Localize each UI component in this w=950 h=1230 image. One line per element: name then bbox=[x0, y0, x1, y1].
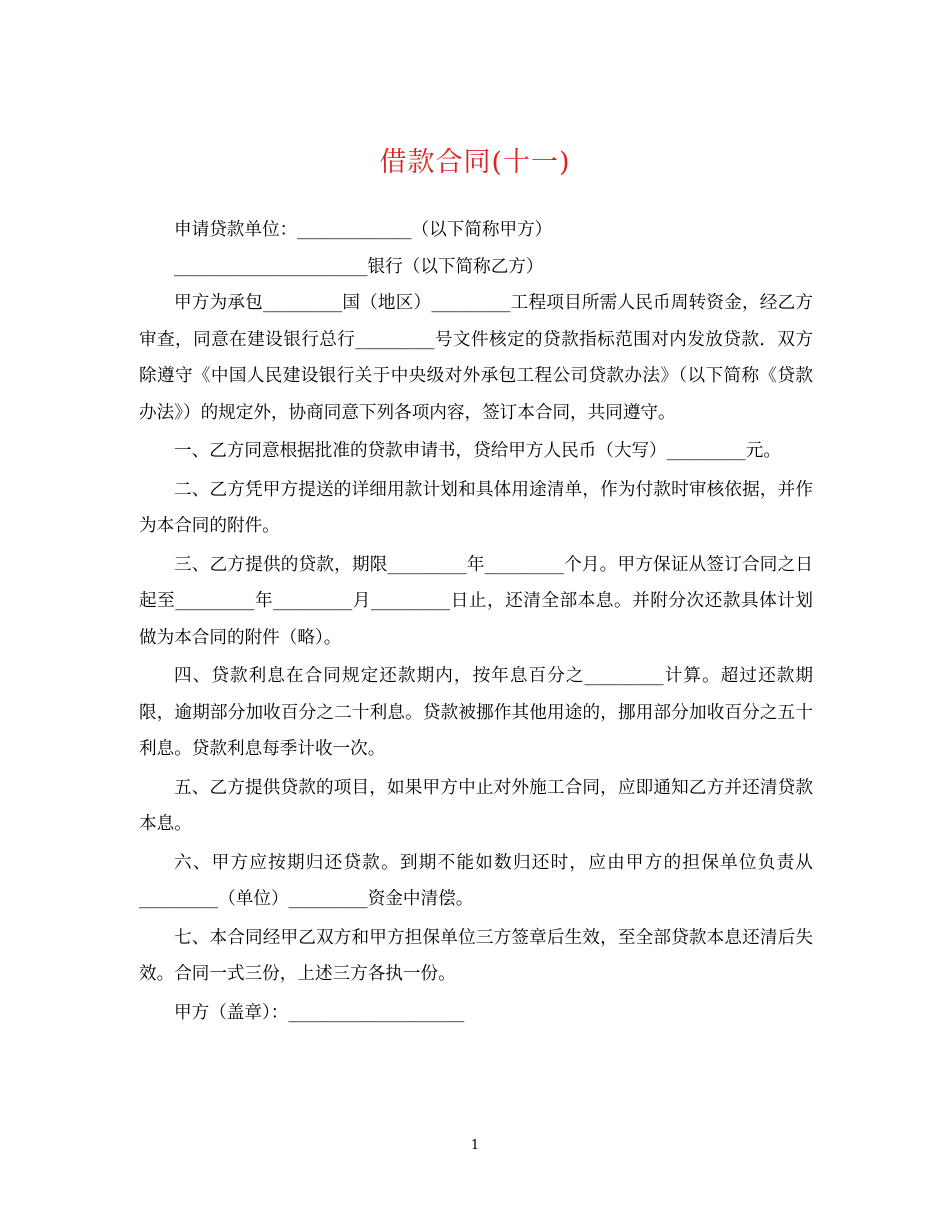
clause-6: 六、甲方应按期归还贷款。到期不能如数归还时，应由甲方的担保单位负责从_________（单位）_________资金中清偿。 bbox=[139, 852, 813, 909]
preamble-paragraph: 甲方为承包_________国（地区）_________工程项目所需人民币周转资金，经乙方审查，同意在建设银行总行_________号文件核定的贷款指标范围对内发放贷款．双方除遵守《中国人民建设银行关于中央级对外承包工程公司贷款办法》（以下简称《贷款办法》）的规定外，协商同意下列各项内容，签订本合同，共同遵守。 bbox=[139, 293, 813, 423]
document-title: 借款合同(十一) bbox=[379, 147, 571, 178]
clause-2: 二、乙方凭甲方提送的详细用款计划和具体用途清单，作为付款时审核依据，并作为本合同的附件。 bbox=[139, 479, 813, 536]
clause-7: 七、本合同经甲乙双方和甲方担保单位三方签章后生效，至全部贷款本息还清后失效。合同一式三份，上述三方各执一份。 bbox=[139, 927, 813, 984]
clause-5: 五、乙方提供贷款的项目，如果甲方中止对外施工合同，应即通知乙方并还清贷款本息。 bbox=[139, 777, 813, 834]
clause-1: 一、乙方同意根据批准的贷款申请书，贷给甲方人民币（大写）_________元。 bbox=[174, 441, 781, 461]
clause-4: 四、贷款利息在合同规定还款期内，按年息百分之_________计算。超过还款期限，逾期部分加收百分之二十利息。贷款被挪作其他用途的，挪用部分加收百分之五十利息。贷款利息每季计收一次。 bbox=[139, 666, 813, 759]
document-body bbox=[139, 212, 813, 1031]
party-a-signature-line: 甲方（盖章）：____________________ bbox=[174, 1002, 465, 1023]
clause-3: 三、乙方提供的贷款，期限_________年_________个月。甲方保证从签订合同之日起至_________年_________月_________日止，还清全部本息。并附分次还款具体计划做为本合同的附件（略）。 bbox=[139, 554, 813, 648]
page-number: 1 bbox=[470, 1138, 480, 1153]
applicant-line: 申请贷款单位：_____________（以下简称甲方） bbox=[174, 220, 553, 240]
bank-line: ______________________银行（以下简称乙方） bbox=[174, 256, 544, 277]
